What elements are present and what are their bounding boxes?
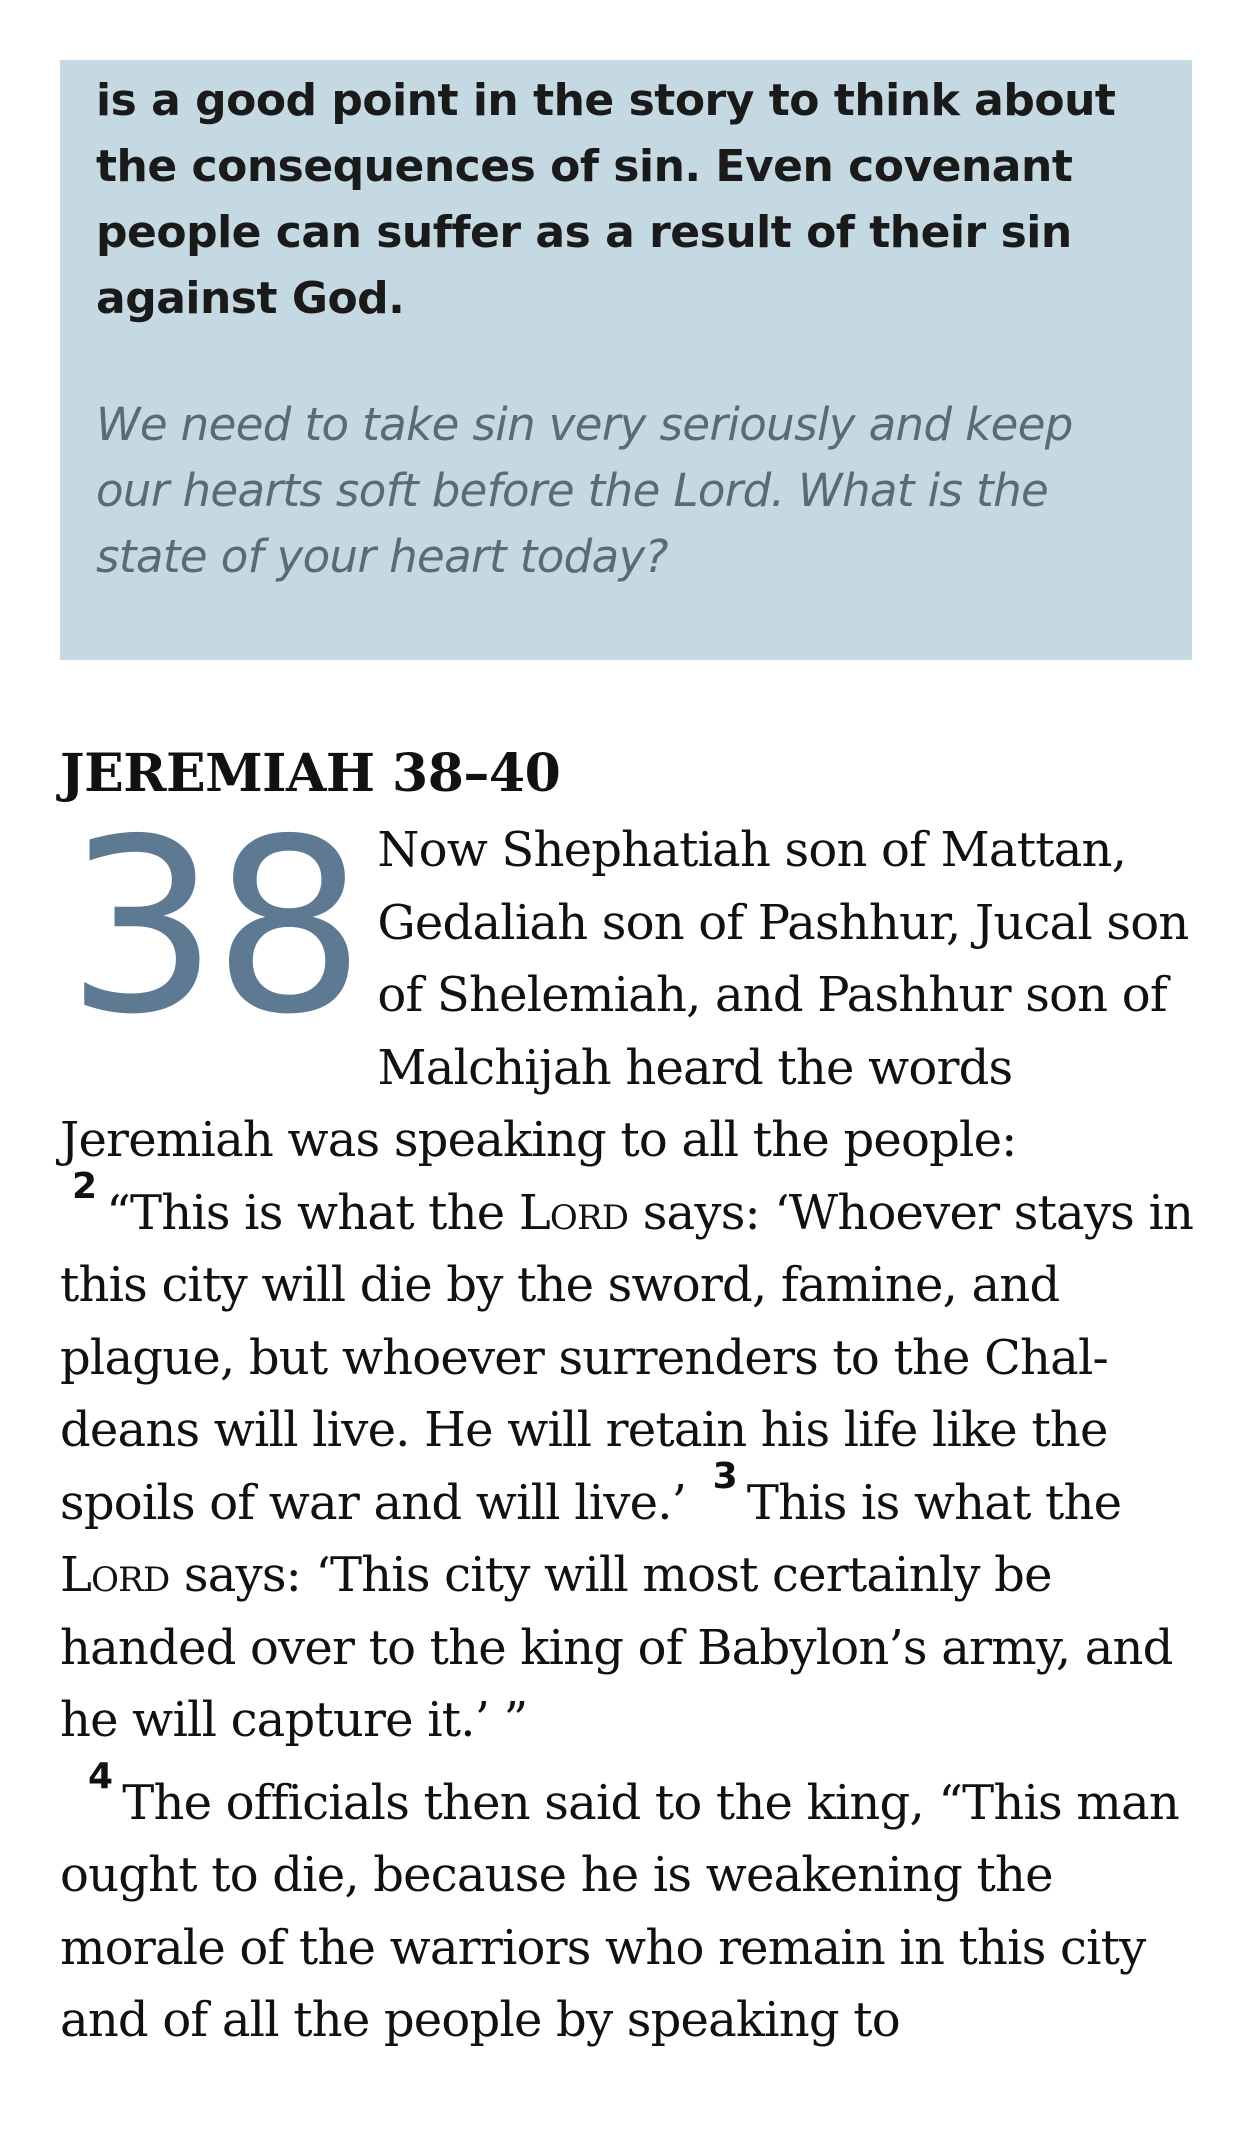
chapter-number: 38 bbox=[66, 787, 360, 1067]
reading-title: JEREMIAH 38–40 bbox=[60, 743, 561, 804]
verse-number-4[interactable]: 4 bbox=[88, 1755, 113, 1797]
verse-2-text-b: says: ‘Whoever stays in this city will die by the sword, famine, and plague, but whoever surrenders to the Chaldeans will live. He will retain his life like the spoils of war and will live.’ bbox=[60, 1184, 1194, 1531]
devotional-reflection-text: We need to take sin very seriously and keep our hearts soft before the Lord. What is the state of your heart today? bbox=[96, 398, 1073, 583]
verse-2-text-a: “This is what the bbox=[106, 1184, 519, 1241]
scripture-reading bbox=[60, 738, 1200, 2057]
verse-2-lord: Lord bbox=[518, 1184, 629, 1241]
verse-3-lord: Lord bbox=[60, 1547, 170, 1603]
verse-number-2[interactable]: 2 bbox=[72, 1165, 97, 1207]
verse-4-text: The officials then said to the king, “This man ought to die, because he is weakening the morale of the warriors who remain in this city and of all the people by speaking to bbox=[60, 1774, 1179, 2048]
devotional-callout bbox=[60, 60, 1192, 660]
verse-3-text-b: says: ‘This city will most certainly be handed over to the king of Babylon’s army, and he will capture it.’ ” bbox=[60, 1547, 1173, 1748]
verse-1-text: Now Shephatiah son of Mattan, Gedaliah son of Pashhur, Jucal son of Shelemiah, and Pashhur son of Malchijah heard the words Jeremiah was speaking to all the people: bbox=[60, 822, 1189, 1168]
devotional-body-text: is a good point in the story to think about the consequences of sin. Even covenant people can suffer as a result of their sin against God. bbox=[96, 75, 1116, 324]
paragraph-verse-4 bbox=[60, 1755, 1200, 2057]
verse-3-text-a: This is what the bbox=[746, 1474, 1122, 1531]
scripture-text bbox=[60, 787, 1200, 2057]
verse-number-3[interactable]: 3 bbox=[712, 1455, 737, 1497]
